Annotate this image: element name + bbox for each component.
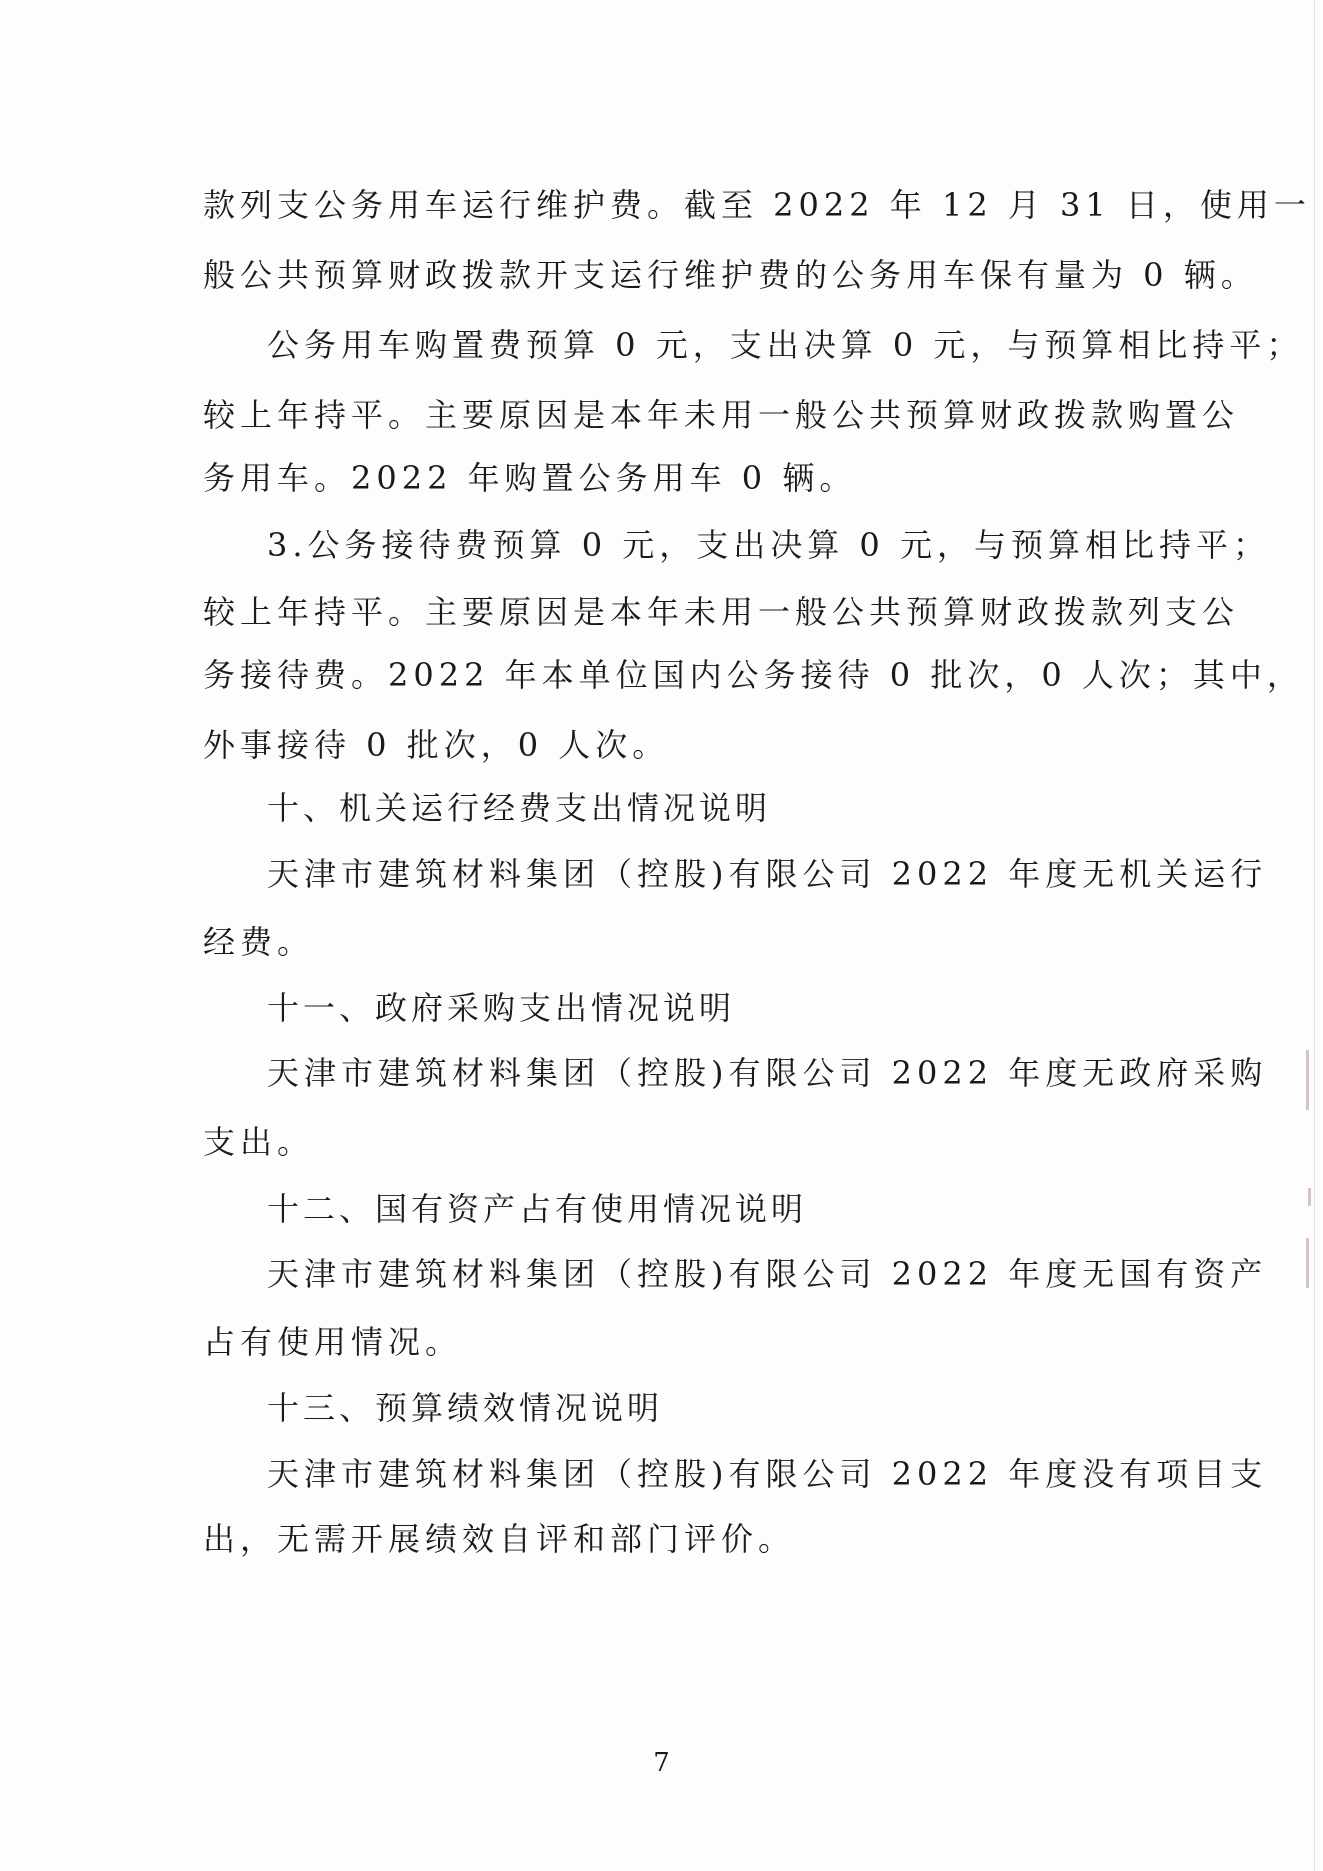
body-text-line: 务接待费。2022 年本单位国内公务接待 0 批次，0 人次；其中，	[203, 656, 1304, 694]
seal-edge-mark	[1306, 1238, 1309, 1288]
seal-edge-mark	[1306, 1050, 1309, 1110]
section-heading: 十三、预算绩效情况说明	[267, 1389, 664, 1427]
body-text-line: 较上年持平。主要原因是本年未用一般公共预算财政拨款购置公	[203, 396, 1240, 434]
body-text-line: 天津市建筑材料集团（控股)有限公司 2022 年度无机关运行	[267, 855, 1268, 893]
body-text-line: 天津市建筑材料集团（控股)有限公司 2022 年度没有项目支	[267, 1455, 1268, 1493]
body-text-line: 务用车。2022 年购置公务用车 0 辆。	[203, 459, 857, 497]
body-text-line: 天津市建筑材料集团（控股)有限公司 2022 年度无国有资产	[267, 1255, 1268, 1293]
section-heading: 十一、政府采购支出情况说明	[267, 989, 736, 1027]
section-heading: 十二、国有资产占有使用情况说明	[267, 1190, 808, 1228]
body-text-line: 支出。	[203, 1123, 315, 1161]
body-text-line: 般公共预算财政拨款开支运行维护费的公务用车保有量为 0 辆。	[203, 256, 1258, 294]
section-heading: 十、机关运行经费支出情况说明	[267, 789, 772, 827]
body-text-line: 较上年持平。主要原因是本年未用一般公共预算财政拨款列支公	[203, 593, 1240, 631]
body-text-line: 出，无需开展绩效自评和部门评价。	[203, 1520, 796, 1558]
body-text-line: 公务用车购置费预算 0 元，支出决算 0 元，与预算相比持平；	[267, 326, 1304, 364]
page-number: 7	[653, 1748, 670, 1778]
body-text-line: 天津市建筑材料集团（控股)有限公司 2022 年度无政府采购	[267, 1054, 1268, 1092]
seal-edge-mark	[1308, 1188, 1311, 1206]
scan-edge-line	[1314, 0, 1315, 1871]
body-text-line: 外事接待 0 批次，0 人次。	[203, 726, 670, 764]
body-text-line: 款列支公务用车运行维护费。截至 2022 年 12 月 31 日，使用一	[203, 186, 1311, 224]
body-text-line: 占有使用情况。	[203, 1323, 463, 1361]
body-text-line: 3.公务接待费预算 0 元，支出决算 0 元，与预算相比持平；	[267, 526, 1270, 564]
body-text-line: 经费。	[203, 923, 315, 961]
